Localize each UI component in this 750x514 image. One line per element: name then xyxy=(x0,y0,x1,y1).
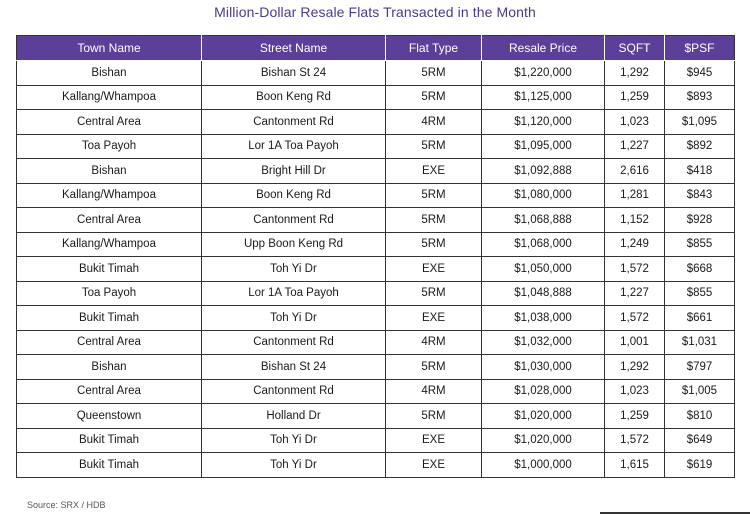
table-row xyxy=(17,428,735,453)
cell-town-name: Toa Payoh xyxy=(17,281,202,306)
cell-psf: $661 xyxy=(665,306,735,331)
cell-town-name: Central Area xyxy=(17,379,202,404)
cell-resale-price: $1,050,000 xyxy=(482,257,605,282)
cell-town-name: Bishan xyxy=(17,355,202,380)
cell-street-name: Holland Dr xyxy=(202,404,386,429)
cell-town-name: Bukit Timah xyxy=(17,257,202,282)
cell-psf: $855 xyxy=(665,232,735,257)
cell-resale-price: $1,000,000 xyxy=(482,453,605,478)
cell-resale-price: $1,038,000 xyxy=(482,306,605,331)
cell-town-name: Queenstown xyxy=(17,404,202,429)
cell-flat-type: 5RM xyxy=(386,134,482,159)
source-note: Source: SRX / HDB xyxy=(27,500,106,510)
cell-psf: $797 xyxy=(665,355,735,380)
cell-flat-type: 5RM xyxy=(386,208,482,233)
cell-town-name: Toa Payoh xyxy=(17,134,202,159)
cell-street-name: Toh Yi Dr xyxy=(202,306,386,331)
table-row xyxy=(17,257,735,282)
cell-sqft: 1,292 xyxy=(605,61,665,86)
cell-town-name: Central Area xyxy=(17,208,202,233)
cell-resale-price: $1,095,000 xyxy=(482,134,605,159)
table-row xyxy=(17,355,735,380)
cell-sqft: 1,227 xyxy=(605,281,665,306)
table-body xyxy=(17,61,735,478)
cell-flat-type: EXE xyxy=(386,428,482,453)
cell-street-name: Upp Boon Keng Rd xyxy=(202,232,386,257)
cell-psf: $418 xyxy=(665,159,735,184)
cell-sqft: 1,615 xyxy=(605,453,665,478)
table-row xyxy=(17,306,735,331)
cell-sqft: 1,227 xyxy=(605,134,665,159)
cell-town-name: Kallang/Whampoa xyxy=(17,183,202,208)
cell-town-name: Central Area xyxy=(17,110,202,135)
cell-street-name: Cantonment Rd xyxy=(202,208,386,233)
cell-sqft: 1,001 xyxy=(605,330,665,355)
cell-sqft: 1,281 xyxy=(605,183,665,208)
cell-resale-price: $1,032,000 xyxy=(482,330,605,355)
cell-psf: $1,095 xyxy=(665,110,735,135)
table-row xyxy=(17,85,735,110)
cell-street-name: Bishan St 24 xyxy=(202,355,386,380)
cell-psf: $619 xyxy=(665,453,735,478)
header-flat-type: Flat Type xyxy=(386,36,482,61)
cell-town-name: Bukit Timah xyxy=(17,453,202,478)
cell-psf: $855 xyxy=(665,281,735,306)
cell-street-name: Boon Keng Rd xyxy=(202,85,386,110)
table-row xyxy=(17,134,735,159)
cell-town-name: Kallang/Whampoa xyxy=(17,232,202,257)
cell-street-name: Cantonment Rd xyxy=(202,110,386,135)
cell-street-name: Toh Yi Dr xyxy=(202,257,386,282)
cell-flat-type: 4RM xyxy=(386,379,482,404)
cell-resale-price: $1,120,000 xyxy=(482,110,605,135)
table-row xyxy=(17,110,735,135)
cell-sqft: 1,023 xyxy=(605,110,665,135)
table-row xyxy=(17,404,735,429)
cell-town-name: Bishan xyxy=(17,159,202,184)
cell-psf: $928 xyxy=(665,208,735,233)
cell-resale-price: $1,020,000 xyxy=(482,404,605,429)
cell-flat-type: 5RM xyxy=(386,281,482,306)
cell-resale-price: $1,068,000 xyxy=(482,232,605,257)
cell-street-name: Cantonment Rd xyxy=(202,330,386,355)
cell-flat-type: EXE xyxy=(386,257,482,282)
cell-psf: $1,005 xyxy=(665,379,735,404)
cell-flat-type: EXE xyxy=(386,159,482,184)
header-psf: $PSF xyxy=(665,36,735,61)
table-row xyxy=(17,183,735,208)
header-town-name: Town Name xyxy=(17,36,202,61)
table-row xyxy=(17,453,735,478)
cell-flat-type: 4RM xyxy=(386,110,482,135)
cell-resale-price: $1,125,000 xyxy=(482,85,605,110)
cell-town-name: Central Area xyxy=(17,330,202,355)
cell-flat-type: 5RM xyxy=(386,404,482,429)
cell-street-name: Boon Keng Rd xyxy=(202,183,386,208)
cell-town-name: Bukit Timah xyxy=(17,306,202,331)
cell-psf: $1,031 xyxy=(665,330,735,355)
cell-flat-type: 4RM xyxy=(386,330,482,355)
cell-resale-price: $1,220,000 xyxy=(482,61,605,86)
cell-resale-price: $1,068,888 xyxy=(482,208,605,233)
cell-town-name: Bishan xyxy=(17,61,202,86)
cell-sqft: 1,152 xyxy=(605,208,665,233)
table-row xyxy=(17,159,735,184)
cell-street-name: Lor 1A Toa Payoh xyxy=(202,281,386,306)
cell-sqft: 1,572 xyxy=(605,257,665,282)
cell-sqft: 1,259 xyxy=(605,404,665,429)
table-row xyxy=(17,281,735,306)
cell-flat-type: EXE xyxy=(386,453,482,478)
table-row xyxy=(17,330,735,355)
cell-flat-type: 5RM xyxy=(386,232,482,257)
cell-street-name: Lor 1A Toa Payoh xyxy=(202,134,386,159)
cell-psf: $668 xyxy=(665,257,735,282)
cell-town-name: Bukit Timah xyxy=(17,428,202,453)
cell-resale-price: $1,020,000 xyxy=(482,428,605,453)
cell-sqft: 1,292 xyxy=(605,355,665,380)
cell-psf: $945 xyxy=(665,61,735,86)
cell-psf: $843 xyxy=(665,183,735,208)
cell-street-name: Cantonment Rd xyxy=(202,379,386,404)
cell-resale-price: $1,028,000 xyxy=(482,379,605,404)
table-row xyxy=(17,379,735,404)
cell-psf: $649 xyxy=(665,428,735,453)
header-resale-price: Resale Price xyxy=(482,36,605,61)
cell-sqft: 1,572 xyxy=(605,428,665,453)
cell-flat-type: 5RM xyxy=(386,85,482,110)
cell-flat-type: EXE xyxy=(386,306,482,331)
cell-street-name: Toh Yi Dr xyxy=(202,453,386,478)
cell-psf: $810 xyxy=(665,404,735,429)
cell-sqft: 1,249 xyxy=(605,232,665,257)
cell-psf: $892 xyxy=(665,134,735,159)
cell-street-name: Bright Hill Dr xyxy=(202,159,386,184)
cell-street-name: Bishan St 24 xyxy=(202,61,386,86)
cell-town-name: Kallang/Whampoa xyxy=(17,85,202,110)
resale-flats-table xyxy=(16,35,735,478)
cell-sqft: 2,616 xyxy=(605,159,665,184)
page-title: Million-Dollar Resale Flats Transacted in the Month xyxy=(214,4,536,20)
header-sqft: SQFT xyxy=(605,36,665,61)
cell-resale-price: $1,080,000 xyxy=(482,183,605,208)
cell-psf: $893 xyxy=(665,85,735,110)
cell-flat-type: 5RM xyxy=(386,183,482,208)
table-row xyxy=(17,208,735,233)
cell-resale-price: $1,092,888 xyxy=(482,159,605,184)
cell-flat-type: 5RM xyxy=(386,61,482,86)
cell-street-name: Toh Yi Dr xyxy=(202,428,386,453)
table-row xyxy=(17,232,735,257)
cell-sqft: 1,259 xyxy=(605,85,665,110)
cell-sqft: 1,572 xyxy=(605,306,665,331)
cell-resale-price: $1,030,000 xyxy=(482,355,605,380)
header-street-name: Street Name xyxy=(202,36,386,61)
table-header-row xyxy=(17,36,735,61)
table-row xyxy=(17,61,735,86)
cell-flat-type: 5RM xyxy=(386,355,482,380)
cell-sqft: 1,023 xyxy=(605,379,665,404)
cell-resale-price: $1,048,888 xyxy=(482,281,605,306)
